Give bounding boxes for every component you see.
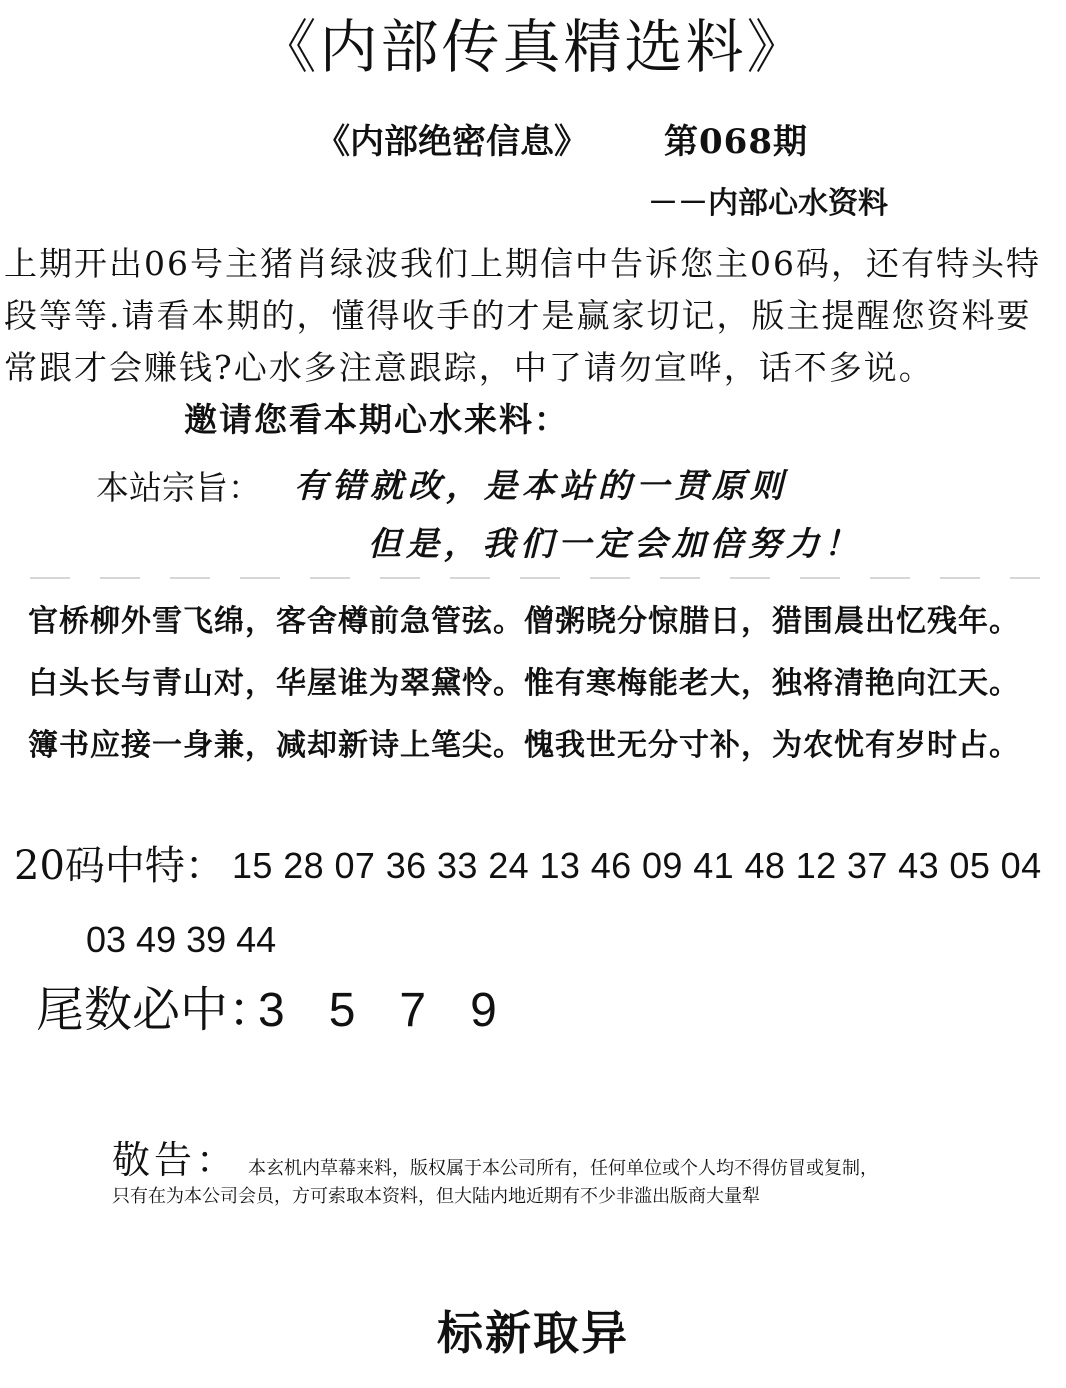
page-title: 《内部传真精选料》 — [258, 13, 808, 81]
tail-label: 尾数必中： — [36, 982, 277, 1038]
notice-text: 本玄机内草幕来料，版权属于本公司所有，任何单位或个人均不得仿冒或复制， — [248, 1158, 878, 1179]
poem-line: 官桥柳外雪飞绵，客舍樽前急管弦。僧粥晓分惊腊日，猎围晨出忆残年。 — [28, 604, 1020, 639]
intro-text: 上期开出06号主猪肖绿波我们上期信中告诉您主06码，还有特头特段等等.请看本期的，懂得收手的才是赢家切记，版主提醒您资料要常跟才会赚钱?心水多注意跟踪，中了请勿宣哗，话不多说。 — [4, 244, 1041, 387]
invite-text: 邀请您看本期心水来料： — [184, 400, 569, 439]
poem-line: 白头长与青山对，华屋谁为翠黛怜。惟有寒梅能老大，独将清艳向江天。 — [28, 666, 1020, 701]
motto-label: 本站宗旨： — [96, 468, 261, 507]
numbers-row: 03 49 39 44 — [86, 919, 277, 960]
tail-values: 3 5 7 9 — [258, 984, 498, 1037]
numbers-row: 15 28 07 36 33 24 13 46 09 41 48 12 37 43 05 04 — [232, 845, 1042, 886]
divider — [30, 577, 1040, 579]
poem-line: 簿书应接一身兼，减却新诗上笔尖。愧我世无分寸补，为农忧有岁时占。 — [28, 728, 1020, 763]
issue-number: 第068期 — [664, 122, 808, 162]
notice-text: 只有在为本公司会员，方可索取本资料，但大陆内地近期有不少非滥出版商大量犁 — [112, 1186, 760, 1207]
numbers-label: 20码中特： — [14, 843, 225, 889]
motto-line: 但是，我们一定会加倍努力！ — [368, 524, 862, 563]
notice-label: 敬告： — [112, 1138, 239, 1182]
footer-slogan: 标新取异 — [437, 1306, 629, 1360]
intro-paragraph — [4, 238, 1062, 446]
sub-title: 《内部绝密信息》 — [316, 122, 588, 162]
source-label: －－内部心水资料 — [648, 186, 888, 221]
motto-line: 有错就改，是本站的一贯原则 — [294, 466, 788, 505]
